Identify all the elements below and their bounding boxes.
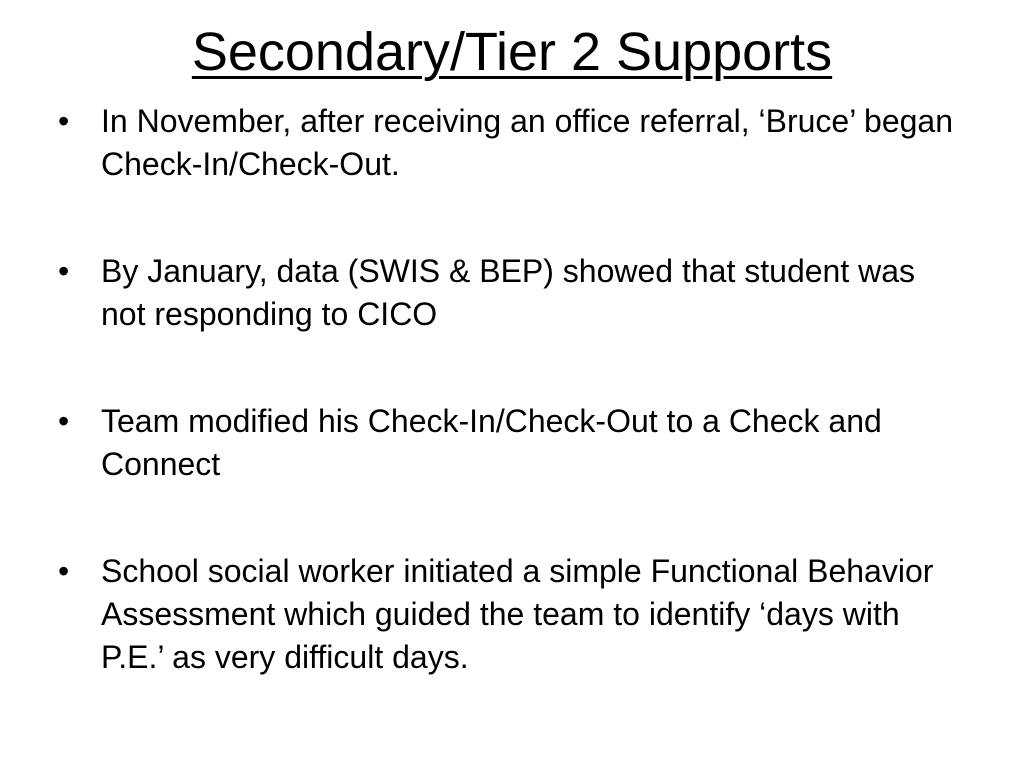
bullet-text: Team modified his Check-In/Check-Out to a Check and Connect: [101, 403, 882, 482]
bullet-marker: •: [58, 103, 70, 139]
bullet-marker: •: [58, 253, 70, 289]
bullet-text: By January, data (SWIS & BEP) showed that student was not responding to CICO: [101, 253, 916, 332]
bullet-item: [58, 400, 958, 486]
bullet-item: [58, 250, 958, 336]
bullet-marker: •: [58, 403, 70, 439]
slide-title: Secondary/Tier 2 Supports: [191, 22, 833, 82]
bullet-text: School social worker initiated a simple Functional Behavior Assessment which guided the team to identify ‘days with P.E.’ as very difficult days.: [101, 553, 934, 675]
bullet-item: [58, 100, 958, 186]
bullet-text: In November, after receiving an office referral, ‘Bruce’ began Check-In/Check-Out.: [101, 103, 953, 182]
bullet-item: [58, 550, 958, 679]
bullet-marker: •: [58, 553, 70, 589]
bullet-list: [58, 100, 958, 679]
